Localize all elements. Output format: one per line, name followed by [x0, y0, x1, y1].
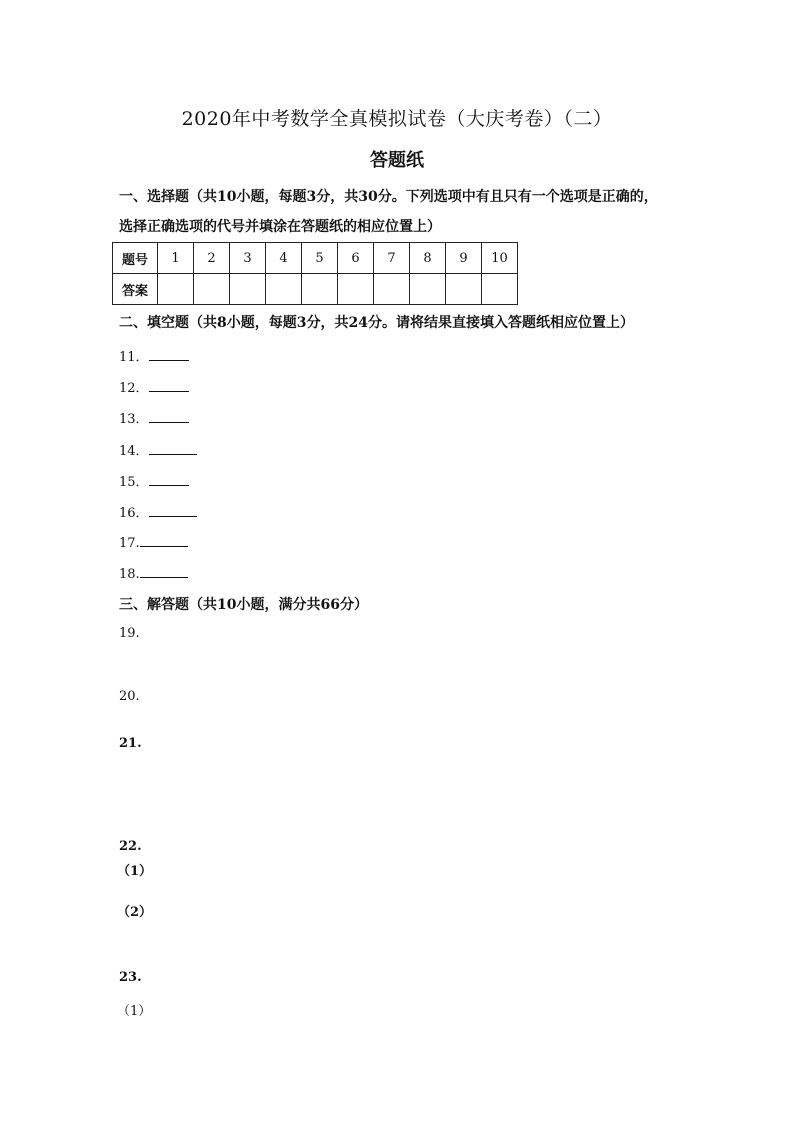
question-number-cell: 1 — [158, 243, 194, 274]
answer-cell[interactable] — [230, 274, 266, 305]
answer-cell[interactable] — [410, 274, 446, 305]
fill-item-number: 14． — [119, 444, 149, 459]
answer-cell[interactable] — [338, 274, 374, 305]
fill-item-13 — [119, 408, 189, 427]
section1-heading-line2: 选择正确选项的代号并填涂在答题纸的相应位置上） — [119, 219, 441, 235]
fill-item-14 — [119, 440, 197, 459]
answer-cell[interactable] — [482, 274, 518, 305]
question-21-label: 21. — [119, 736, 142, 751]
question-19-label: 19. — [119, 626, 140, 641]
question-23-part-1: （1） — [117, 1004, 152, 1019]
fill-item-16 — [119, 502, 197, 521]
answer-blank[interactable] — [149, 473, 189, 486]
fill-item-number: 18. — [119, 567, 140, 582]
answer-blank[interactable] — [149, 504, 197, 517]
fill-item-number: 17. — [119, 536, 140, 551]
question-number-cell: 6 — [338, 243, 374, 274]
question-number-cell: 8 — [410, 243, 446, 274]
answer-cell[interactable] — [194, 274, 230, 305]
fill-item-number: 11． — [119, 350, 149, 365]
question-22-label: 22. — [119, 839, 142, 854]
fill-item-number: 15． — [119, 475, 149, 490]
question-number-cell: 10 — [482, 243, 518, 274]
answer-blank[interactable] — [149, 379, 189, 392]
answer-cell[interactable] — [374, 274, 410, 305]
fill-item-12 — [119, 377, 189, 396]
answer-grid-answer-row — [113, 274, 518, 305]
answer-blank[interactable] — [140, 565, 188, 578]
answer-cell[interactable] — [302, 274, 338, 305]
question-number-cell: 9 — [446, 243, 482, 274]
question-20-label: 20. — [119, 689, 140, 704]
page-subtitle: 答题纸 — [370, 150, 424, 171]
question-22-part-1: （1） — [117, 864, 153, 879]
answer-cell[interactable] — [158, 274, 194, 305]
fill-item-11 — [119, 346, 189, 365]
question-number-cell: 5 — [302, 243, 338, 274]
answer-grid — [112, 242, 518, 305]
question-22-part-2: （2） — [117, 905, 153, 920]
section1-heading-line1: 一、选择题（共10小题，每题3分，共30分。下列选项中有且只有一个选项是正确的， — [119, 189, 658, 205]
section2-heading: 二、填空题（共8小题，每题3分，共24分。请将结果直接填入答题纸相应位置上） — [119, 315, 634, 331]
page-title: 2020年中考数学全真模拟试卷（大庆考卷）（二） — [181, 108, 613, 130]
fill-item-17 — [119, 534, 188, 551]
fill-item-number: 12． — [119, 381, 149, 396]
answer-grid-number-row — [113, 243, 518, 274]
fill-item-number: 13． — [119, 412, 149, 427]
fill-item-18 — [119, 565, 188, 582]
answer-cell[interactable] — [446, 274, 482, 305]
answer-blank[interactable] — [149, 410, 189, 423]
answer-blank[interactable] — [149, 442, 197, 455]
section3-heading: 三、解答题（共10小题，满分共66分） — [119, 597, 368, 613]
fill-item-number: 16． — [119, 506, 149, 521]
fill-item-15 — [119, 471, 189, 490]
row-label-answer: 答案 — [113, 274, 158, 305]
answer-blank[interactable] — [140, 534, 188, 547]
answer-cell[interactable] — [266, 274, 302, 305]
question-number-cell: 2 — [194, 243, 230, 274]
question-number-cell: 7 — [374, 243, 410, 274]
question-number-cell: 4 — [266, 243, 302, 274]
question-number-cell: 3 — [230, 243, 266, 274]
question-23-label: 23. — [119, 970, 142, 985]
row-label-number: 题号 — [113, 243, 158, 274]
answer-blank[interactable] — [149, 348, 189, 361]
